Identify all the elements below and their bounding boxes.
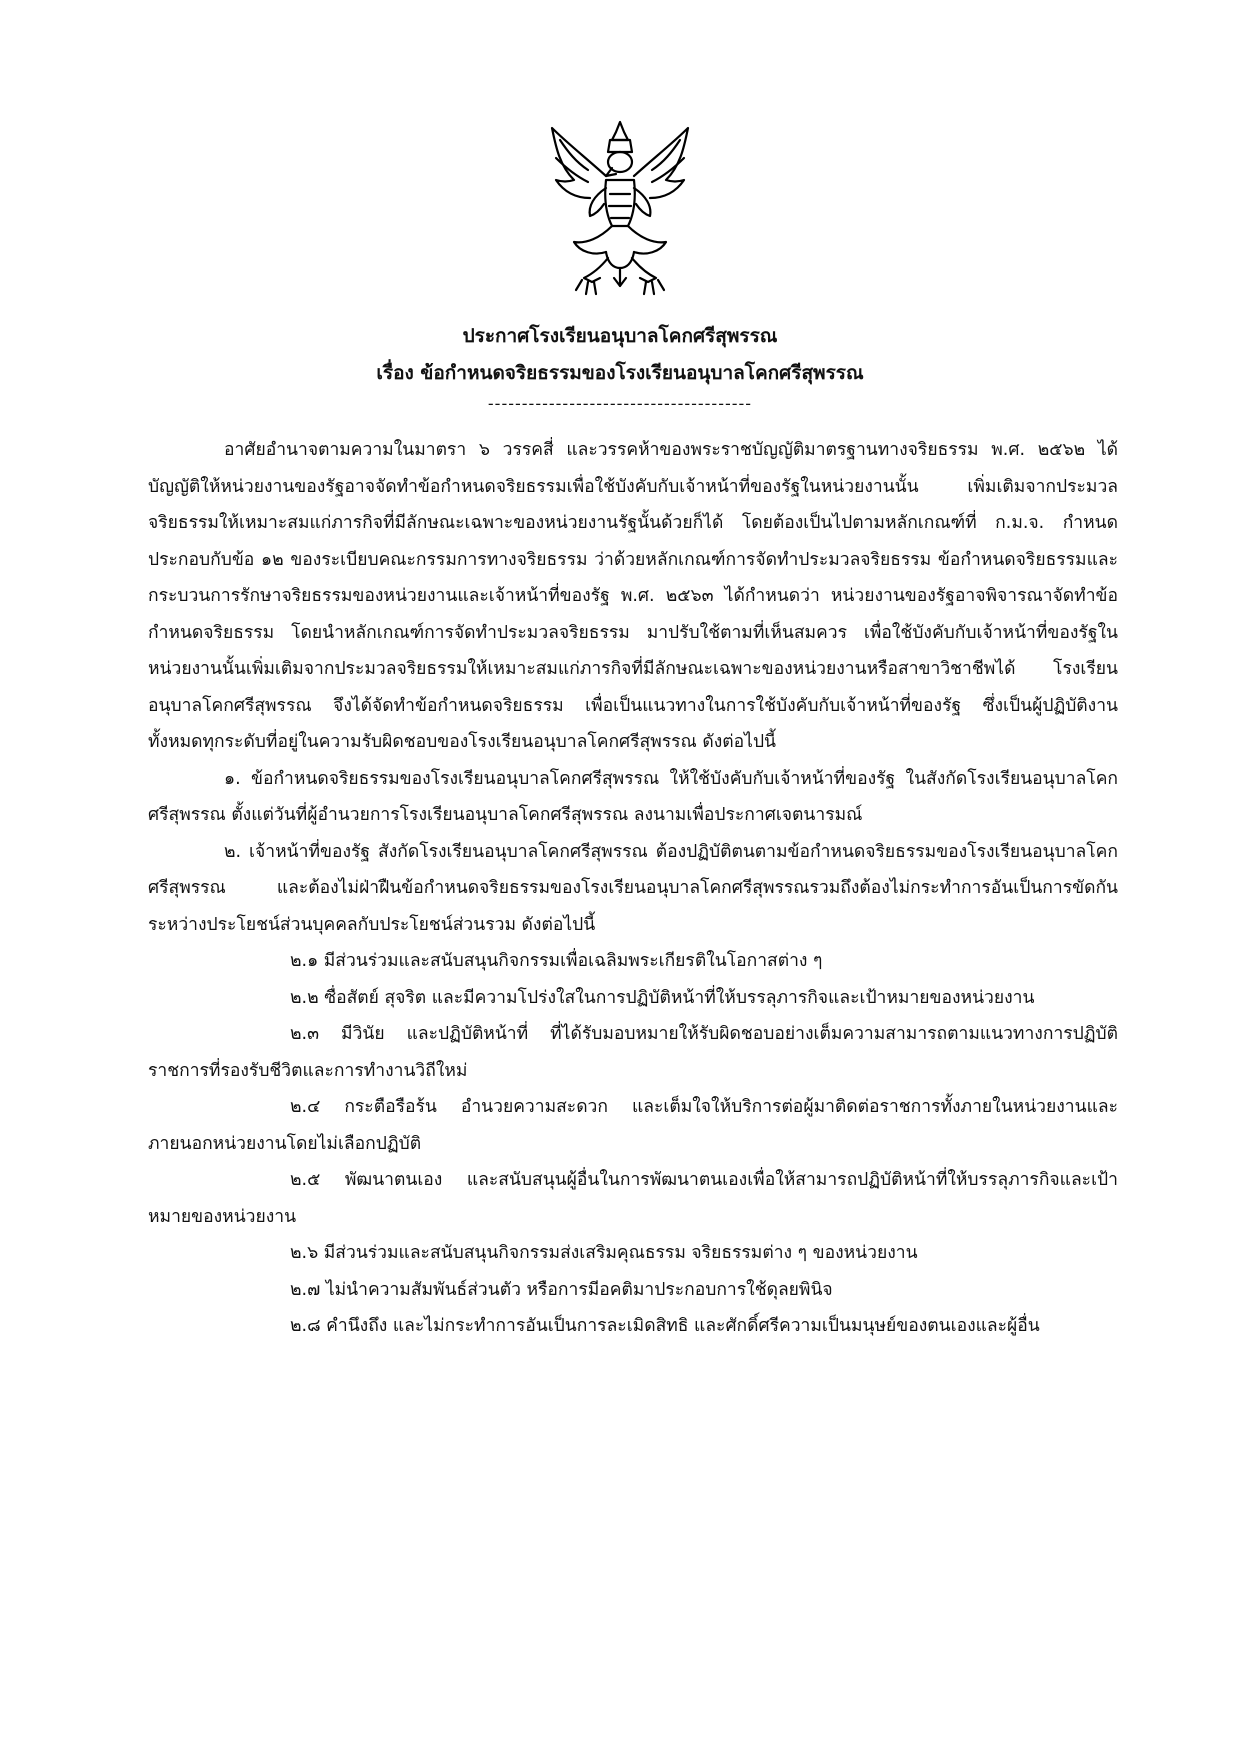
document-title: ประกาศโรงเรียนอนุบาลโคกศรีสุพรรณ	[462, 325, 778, 347]
clause-2-item: ๒.๕ พัฒนาตนเอง และสนับสนุนผู้อื่นในการพัฒนาตนเองเพื่อให้สามารถปฏิบัติหน้าที่ให้บรรลุภารกิจและเป้าหมายของหน่วยงาน	[148, 1170, 1118, 1227]
clause-2-item: ๒.๘ คำนึงถึง และไม่กระทำการอันเป็นการละเมิดสิทธิ และศักดิ์ศรีความเป็นมนุษย์ของตนเองและผู้อื่น	[290, 1316, 1040, 1336]
intro-paragraph: อาศัยอำนาจตามความในมาตรา ๖ วรรคสี่ และวรรคห้าของพระราชบัญญัติมาตรฐานทางจริยธรรม พ.ศ. ๒๕๖๒ ได้บัญญัติให้หน่วยงานของรัฐอาจจัดทำข้อกำหนดจริยธรรมเพื่อใช้บังคับกับเจ้าหน้าที่ของรัฐในหน่วยงานนั้น เพิ่มเติมจากประมวลจริยธรรมให้เหมาะสมแก่ภารกิจที่มีลักษณะเฉพาะของหน่วยงานรัฐนั้นด้วยก็ได้ โดยต้องเป็นไปตามหลักเกณฑ์ที่ ก.ม.จ. กำหนด ประกอบกับข้อ ๑๒ ของระเบียบคณะกรรมการทางจริยธรรม ว่าด้วยหลักเกณฑ์การจัดทำประมวลจริยธรรม ข้อกำหนดจริยธรรมและกระบวนการรักษาจริยธรรมของหน่วยงานและเจ้าหน้าที่ของรัฐ พ.ศ. ๒๕๖๓ ได้กำหนดว่า หน่วยงานของรัฐอาจพิจารณาจัดทำข้อกำหนดจริยธรรม โดยนำหลักเกณฑ์การจัดทำประมวลจริยธรรม มาปรับใช้ตามที่เห็นสมควร เพื่อใช้บังคับกับเจ้าหน้าที่ของรัฐในหน่วยงานนั้นเพิ่มเติมจากประมวลจริยธรรมให้เหมาะสมแก่ภารกิจที่มีลักษณะเฉพาะของหน่วยงานหรือสาขาวิชาชีพได้ โรงเรียนอนุบาลโคกศรีสุพรรณ จึงได้จัดทำข้อกำหนดจริยธรรม เพื่อเป็นแนวทางในการใช้บังคับกับเจ้าหน้าที่ของรัฐ ซึ่งเป็นผู้ปฏิบัติงานทั้งหมดทุกระดับที่อยู่ในความรับผิดชอบของโรงเรียนอนุบาลโคกศรีสุพรรณ ดังต่อไปนี้	[148, 440, 1118, 752]
title-separator: ---------------------------------------	[487, 394, 753, 413]
clause-2-item: ๒.๔ กระตือรือร้น อำนวยความสะดวก และเต็มใจให้บริการต่อผู้มาติดต่อราชการทั้งภายในหน่วยงานและภายนอกหน่วยงานโดยไม่เลือกปฏิบัติ	[148, 1097, 1118, 1154]
clause-2-item: ๒.๑ มีส่วนร่วมและสนับสนุนกิจกรรมเพื่อเฉลิมพระเกียรติในโอกาสต่าง ๆ	[290, 951, 823, 971]
clause-2-item: ๒.๖ มีส่วนร่วมและสนับสนุนกิจกรรมส่งเสริมคุณธรรม จริยธรรมต่าง ๆ ของหน่วยงาน	[290, 1243, 918, 1263]
document-body	[148, 432, 1118, 1345]
garuda-emblem-icon	[546, 118, 694, 298]
document-subject: เรื่อง ข้อกำหนดจริยธรรมของโรงเรียนอนุบาลโคกศรีสุพรรณ	[376, 362, 864, 384]
clause-2-item: ๒.๓ มีวินัย และปฏิบัติหน้าที่ ที่ได้รับมอบหมายให้รับผิดชอบอย่างเต็มความสามารถตามแนวทางการปฏิบัติราชการที่รองรับชีวิตและการทำงานวิถีใหม่	[148, 1024, 1118, 1081]
clause-2: ๒. เจ้าหน้าที่ของรัฐ สังกัดโรงเรียนอนุบาลโคกศรีสุพรรณ ต้องปฏิบัติตนตามข้อกำหนดจริยธรรมของโรงเรียนอนุบาลโคกศรีสุพรรณ และต้องไม่ฝ่าฝืนข้อกำหนดจริยธรรมของโรงเรียนอนุบาลโคกศรีสุพรรณรวมถึงต้องไม่กระทำการอันเป็นการขัดกันระหว่างประโยชน์ส่วนบุคคลกับประโยชน์ส่วนรวม ดังต่อไปนี้	[148, 841, 1118, 935]
clause-2-item: ๒.๗ ไม่นำความสัมพันธ์ส่วนตัว หรือการมีอคติมาประกอบการใช้ดุลยพินิจ	[290, 1279, 833, 1300]
clause-1: ๑. ข้อกำหนดจริยธรรมของโรงเรียนอนุบาลโคกศรีสุพรรณ ให้ใช้บังคับกับเจ้าหน้าที่ของรัฐ ในสังกัดโรงเรียนอนุบาลโคกศรีสุพรรณ ตั้งแต่วันที่ผู้อำนวยการโรงเรียนอนุบาลโคกศรีสุพรรณ ลงนามเพื่อประกาศเจตนารมณ์	[148, 768, 1118, 825]
clause-2-item: ๒.๒ ซื่อสัตย์ สุจริต และมีความโปร่งใสในการปฏิบัติหน้าที่ให้บรรลุภารกิจและเป้าหมายของหน่วยงาน	[290, 987, 1035, 1008]
